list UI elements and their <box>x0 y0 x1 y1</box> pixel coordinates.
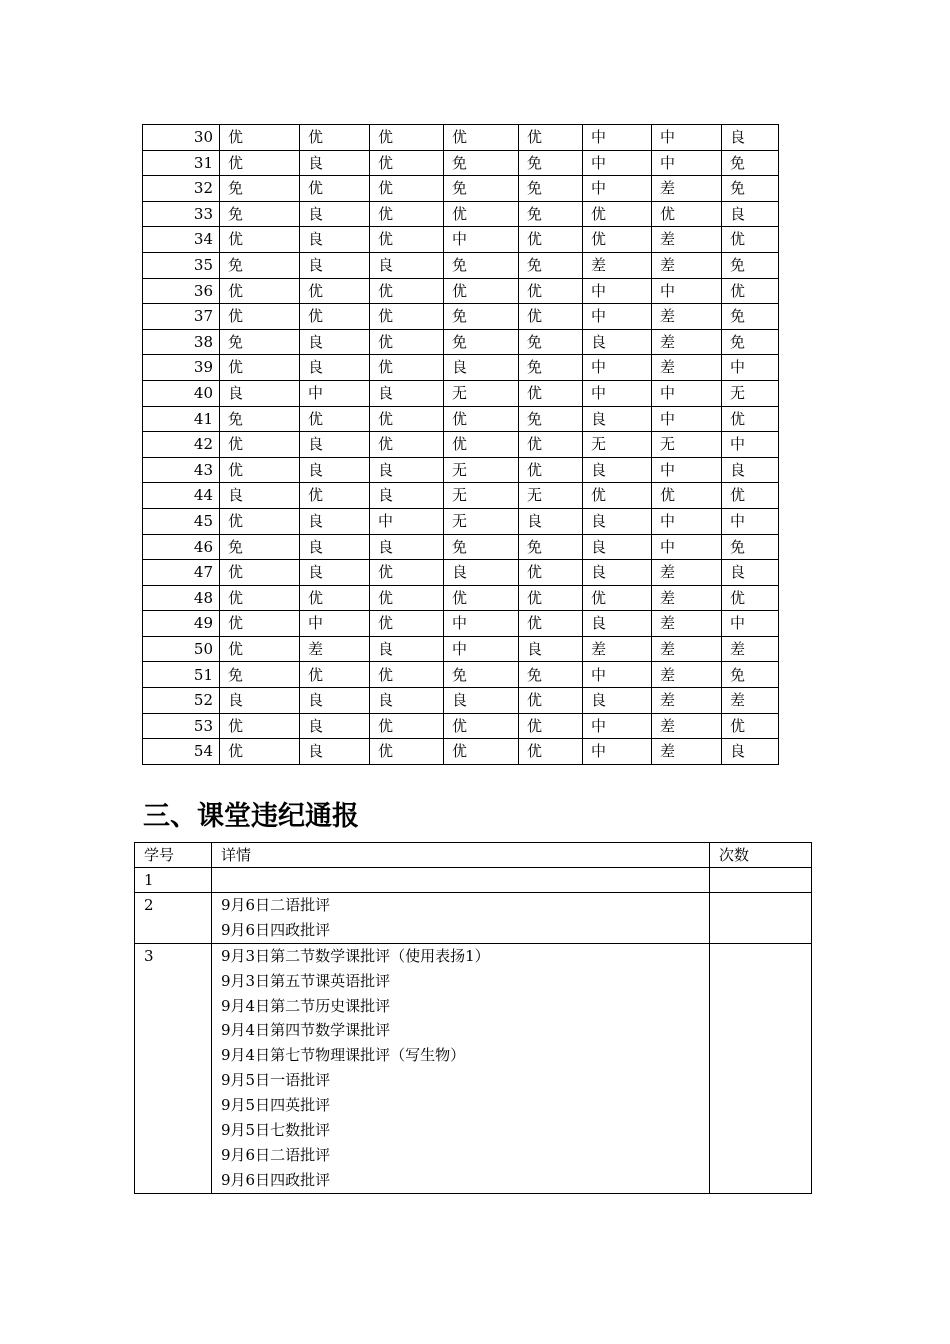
student-id-cell: 1 <box>135 868 212 893</box>
detail-line: 9月6日四政批评 <box>221 1170 331 1189</box>
grade-cell: 免 <box>722 329 779 355</box>
grade-cell: 良 <box>722 457 779 483</box>
table-row <box>143 508 779 534</box>
detail-line: 9月4日第二节历史课批评 <box>221 996 391 1015</box>
table-row <box>143 739 779 765</box>
grade-cell: 良 <box>300 355 370 381</box>
grade-cell: 优 <box>370 406 444 432</box>
grade-cell: 优 <box>519 227 583 253</box>
grade-cell: 优 <box>444 739 519 765</box>
grade-cell: 中 <box>583 304 652 330</box>
grade-cell: 免 <box>220 662 300 688</box>
grade-cell: 差 <box>652 585 722 611</box>
grade-cell: 优 <box>370 662 444 688</box>
details-cell <box>212 868 710 893</box>
table-row <box>143 176 779 202</box>
table-row <box>143 585 779 611</box>
grade-cell: 优 <box>300 304 370 330</box>
details-cell <box>212 943 710 1193</box>
grade-cell: 免 <box>220 406 300 432</box>
grade-table <box>142 124 779 765</box>
table-row <box>143 483 779 509</box>
student-number-cell: 45 <box>143 508 220 534</box>
student-number-cell: 39 <box>143 355 220 381</box>
grade-cell: 免 <box>444 150 519 176</box>
header-details: 详情 <box>212 843 710 868</box>
student-number-cell: 40 <box>143 380 220 406</box>
grade-cell: 良 <box>300 252 370 278</box>
grade-cell: 优 <box>583 483 652 509</box>
grade-cell: 优 <box>220 355 300 381</box>
grade-cell: 免 <box>444 252 519 278</box>
detail-line: 9月4日第四节数学课批评 <box>221 1021 391 1040</box>
grade-cell: 良 <box>583 508 652 534</box>
grade-cell: 良 <box>370 483 444 509</box>
grade-cell: 优 <box>722 585 779 611</box>
grade-cell: 良 <box>300 739 370 765</box>
detail-line: 9月6日二语批评 <box>221 1145 331 1164</box>
grade-cell: 差 <box>652 227 722 253</box>
grade-cell: 无 <box>444 457 519 483</box>
table-row <box>143 534 779 560</box>
grade-cell: 优 <box>583 227 652 253</box>
discipline-table-body <box>135 843 812 1194</box>
grade-cell: 优 <box>519 611 583 637</box>
grade-cell: 中 <box>652 380 722 406</box>
grade-cell: 免 <box>519 201 583 227</box>
grade-cell: 优 <box>220 739 300 765</box>
table-row <box>143 406 779 432</box>
grade-cell: 无 <box>652 432 722 458</box>
count-cell <box>710 893 812 944</box>
grade-cell: 无 <box>444 380 519 406</box>
student-number-cell: 51 <box>143 662 220 688</box>
grade-cell: 优 <box>300 483 370 509</box>
student-number-cell: 46 <box>143 534 220 560</box>
grade-cell: 差 <box>652 636 722 662</box>
table-row <box>143 713 779 739</box>
grade-cell: 中 <box>444 636 519 662</box>
table-row <box>143 227 779 253</box>
grade-cell: 差 <box>583 636 652 662</box>
grade-cell: 中 <box>583 662 652 688</box>
grade-cell: 良 <box>519 636 583 662</box>
student-number-cell: 36 <box>143 278 220 304</box>
grade-cell: 优 <box>370 611 444 637</box>
grade-cell: 良 <box>370 380 444 406</box>
grade-cell: 良 <box>300 560 370 586</box>
grade-cell: 良 <box>370 252 444 278</box>
grade-cell: 优 <box>220 560 300 586</box>
grade-cell: 良 <box>722 739 779 765</box>
grade-cell: 免 <box>444 534 519 560</box>
grade-cell: 免 <box>220 201 300 227</box>
grade-cell: 免 <box>444 662 519 688</box>
grade-cell: 免 <box>519 150 583 176</box>
grade-cell: 优 <box>220 636 300 662</box>
grade-cell: 免 <box>444 176 519 202</box>
grade-cell: 优 <box>583 201 652 227</box>
grade-cell: 优 <box>370 227 444 253</box>
grade-cell: 中 <box>652 278 722 304</box>
grade-cell: 良 <box>370 688 444 714</box>
student-number-cell: 41 <box>143 406 220 432</box>
student-number-cell: 54 <box>143 739 220 765</box>
grade-cell: 中 <box>444 227 519 253</box>
grade-cell: 优 <box>722 483 779 509</box>
student-number-cell: 37 <box>143 304 220 330</box>
grade-cell: 良 <box>220 380 300 406</box>
grade-cell: 免 <box>519 662 583 688</box>
grade-cell: 优 <box>300 176 370 202</box>
grade-cell: 差 <box>652 304 722 330</box>
grade-cell: 优 <box>519 688 583 714</box>
header-count: 次数 <box>710 843 812 868</box>
grade-cell: 优 <box>370 739 444 765</box>
grade-cell: 无 <box>444 508 519 534</box>
grade-cell: 优 <box>370 278 444 304</box>
grade-cell: 优 <box>300 585 370 611</box>
grade-cell: 中 <box>444 611 519 637</box>
grade-cell: 良 <box>300 457 370 483</box>
detail-line: 9月5日四英批评 <box>221 1096 331 1115</box>
detail-line: 9月4日第七节物理课批评（写生物） <box>221 1046 466 1065</box>
grade-cell: 良 <box>370 534 444 560</box>
grade-cell: 优 <box>370 585 444 611</box>
table-row <box>143 662 779 688</box>
table-row <box>143 329 779 355</box>
grade-cell: 优 <box>519 739 583 765</box>
grade-cell: 差 <box>652 176 722 202</box>
grade-cell: 优 <box>300 125 370 151</box>
grade-cell: 良 <box>583 611 652 637</box>
grade-cell: 免 <box>444 304 519 330</box>
table-row <box>135 868 812 893</box>
grade-cell: 优 <box>220 150 300 176</box>
detail-line: 9月3日第二节数学课批评（使用表扬1） <box>221 946 490 965</box>
grade-cell: 良 <box>300 534 370 560</box>
grade-cell: 良 <box>722 560 779 586</box>
grade-cell: 优 <box>370 201 444 227</box>
grade-cell: 差 <box>652 662 722 688</box>
grade-cell: 免 <box>722 534 779 560</box>
grade-cell: 优 <box>652 201 722 227</box>
grade-cell: 中 <box>583 713 652 739</box>
grade-cell: 良 <box>370 457 444 483</box>
student-number-cell: 30 <box>143 125 220 151</box>
grade-cell: 良 <box>583 329 652 355</box>
discipline-table <box>134 842 812 1194</box>
grade-cell: 良 <box>300 713 370 739</box>
grade-cell: 差 <box>652 713 722 739</box>
grade-cell: 良 <box>300 150 370 176</box>
grade-cell: 优 <box>444 406 519 432</box>
table-row <box>143 125 779 151</box>
table-row <box>143 611 779 637</box>
grade-cell: 差 <box>652 560 722 586</box>
grade-cell: 优 <box>220 278 300 304</box>
grade-cell: 无 <box>444 483 519 509</box>
table-row <box>143 304 779 330</box>
grade-cell: 良 <box>722 201 779 227</box>
grade-cell: 良 <box>300 329 370 355</box>
grade-cell: 免 <box>722 150 779 176</box>
grade-cell: 中 <box>583 739 652 765</box>
grade-cell: 优 <box>519 713 583 739</box>
table-row <box>143 252 779 278</box>
grade-cell: 差 <box>652 252 722 278</box>
grade-cell: 良 <box>583 560 652 586</box>
grade-table-body <box>143 125 779 765</box>
grade-cell: 良 <box>370 636 444 662</box>
student-number-cell: 42 <box>143 432 220 458</box>
grade-cell: 优 <box>519 304 583 330</box>
grade-cell: 中 <box>722 432 779 458</box>
student-number-cell: 44 <box>143 483 220 509</box>
grade-cell: 免 <box>220 176 300 202</box>
grade-cell: 优 <box>444 713 519 739</box>
grade-cell: 良 <box>444 688 519 714</box>
grade-cell: 优 <box>370 432 444 458</box>
grade-cell: 良 <box>444 560 519 586</box>
grade-cell: 中 <box>652 457 722 483</box>
grade-cell: 中 <box>652 406 722 432</box>
grade-cell: 优 <box>300 662 370 688</box>
grade-cell: 中 <box>722 508 779 534</box>
grade-cell: 优 <box>444 125 519 151</box>
grade-cell: 良 <box>583 688 652 714</box>
grade-cell: 优 <box>370 150 444 176</box>
grade-cell: 良 <box>220 688 300 714</box>
grade-cell: 优 <box>519 432 583 458</box>
grade-cell: 优 <box>370 125 444 151</box>
grade-cell: 中 <box>652 534 722 560</box>
table-row <box>135 893 812 944</box>
grade-cell: 优 <box>652 483 722 509</box>
grade-cell: 中 <box>583 125 652 151</box>
table-row <box>143 278 779 304</box>
grade-cell: 中 <box>652 125 722 151</box>
student-number-cell: 49 <box>143 611 220 637</box>
grade-cell: 中 <box>583 278 652 304</box>
grade-cell: 免 <box>220 252 300 278</box>
grade-cell: 差 <box>722 688 779 714</box>
grade-cell: 优 <box>519 457 583 483</box>
student-number-cell: 38 <box>143 329 220 355</box>
grade-cell: 优 <box>220 611 300 637</box>
grade-cell: 中 <box>300 611 370 637</box>
grade-cell: 优 <box>220 227 300 253</box>
grade-cell: 差 <box>652 688 722 714</box>
grade-cell: 免 <box>519 329 583 355</box>
student-number-cell: 33 <box>143 201 220 227</box>
grade-cell: 中 <box>583 150 652 176</box>
detail-line: 9月6日四政批评 <box>221 920 331 939</box>
grade-cell: 优 <box>722 278 779 304</box>
grade-cell: 优 <box>300 406 370 432</box>
grade-cell: 优 <box>519 380 583 406</box>
grade-cell: 良 <box>722 125 779 151</box>
grade-cell: 中 <box>652 508 722 534</box>
grade-cell: 良 <box>300 688 370 714</box>
grade-cell: 免 <box>444 329 519 355</box>
table-row <box>143 150 779 176</box>
student-number-cell: 48 <box>143 585 220 611</box>
grade-cell: 差 <box>583 252 652 278</box>
detail-line: 9月3日第五节课英语批评 <box>221 971 391 990</box>
grade-cell: 中 <box>370 508 444 534</box>
grade-cell: 优 <box>220 713 300 739</box>
grade-cell: 免 <box>519 176 583 202</box>
grade-cell: 优 <box>220 432 300 458</box>
table-row <box>135 943 812 1193</box>
grade-cell: 优 <box>220 585 300 611</box>
student-number-cell: 47 <box>143 560 220 586</box>
grade-cell: 良 <box>583 457 652 483</box>
grade-cell: 优 <box>519 125 583 151</box>
grade-cell: 优 <box>370 304 444 330</box>
student-number-cell: 32 <box>143 176 220 202</box>
grade-cell: 优 <box>519 278 583 304</box>
grade-cell: 中 <box>583 380 652 406</box>
grade-cell: 优 <box>370 560 444 586</box>
grade-cell: 差 <box>722 636 779 662</box>
detail-line: 9月5日一语批评 <box>221 1071 331 1090</box>
grade-cell: 良 <box>583 534 652 560</box>
grade-cell: 中 <box>583 355 652 381</box>
grade-cell: 良 <box>444 355 519 381</box>
table-row <box>143 201 779 227</box>
grade-cell: 优 <box>444 585 519 611</box>
grade-cell: 优 <box>519 560 583 586</box>
grade-cell: 优 <box>300 278 370 304</box>
grade-cell: 免 <box>519 355 583 381</box>
grade-cell: 差 <box>300 636 370 662</box>
grade-cell: 无 <box>519 483 583 509</box>
grade-cell: 良 <box>300 227 370 253</box>
grade-cell: 良 <box>300 432 370 458</box>
student-number-cell: 35 <box>143 252 220 278</box>
table-row <box>143 688 779 714</box>
student-id-cell: 2 <box>135 893 212 944</box>
student-number-cell: 53 <box>143 713 220 739</box>
grade-cell: 优 <box>370 355 444 381</box>
student-number-cell: 52 <box>143 688 220 714</box>
grade-cell: 优 <box>722 713 779 739</box>
grade-cell: 优 <box>220 508 300 534</box>
grade-cell: 免 <box>722 304 779 330</box>
detail-line: 9月5日七数批评 <box>221 1121 331 1140</box>
grade-cell: 良 <box>519 508 583 534</box>
grade-cell: 优 <box>370 176 444 202</box>
grade-cell: 免 <box>220 329 300 355</box>
grade-cell: 优 <box>444 432 519 458</box>
grade-cell: 优 <box>370 713 444 739</box>
grade-cell: 差 <box>652 611 722 637</box>
grade-cell: 优 <box>444 201 519 227</box>
grade-cell: 差 <box>652 355 722 381</box>
grade-cell: 免 <box>519 252 583 278</box>
grade-cell: 优 <box>444 278 519 304</box>
discipline-header-row <box>135 843 812 868</box>
student-number-cell: 31 <box>143 150 220 176</box>
student-number-cell: 50 <box>143 636 220 662</box>
grade-cell: 优 <box>722 406 779 432</box>
student-id-cell: 3 <box>135 943 212 1193</box>
details-cell <box>212 893 710 944</box>
student-number-cell: 34 <box>143 227 220 253</box>
grade-cell: 中 <box>583 176 652 202</box>
grade-cell: 无 <box>583 432 652 458</box>
grade-cell: 免 <box>519 406 583 432</box>
count-cell <box>710 868 812 893</box>
table-row <box>143 560 779 586</box>
grade-cell: 中 <box>300 380 370 406</box>
grade-cell: 优 <box>220 125 300 151</box>
grade-cell: 差 <box>652 329 722 355</box>
grade-cell: 无 <box>722 380 779 406</box>
header-student-id: 学号 <box>135 843 212 868</box>
grade-cell: 优 <box>220 457 300 483</box>
count-cell <box>710 943 812 1193</box>
grade-cell: 中 <box>722 611 779 637</box>
grade-cell: 中 <box>652 150 722 176</box>
grade-cell: 免 <box>220 534 300 560</box>
section-heading: 三、课堂违纪通报 <box>143 801 359 832</box>
student-number-cell: 43 <box>143 457 220 483</box>
grade-cell: 免 <box>519 534 583 560</box>
table-row <box>143 432 779 458</box>
grade-cell: 良 <box>220 483 300 509</box>
grade-cell: 中 <box>722 355 779 381</box>
table-row <box>143 636 779 662</box>
grade-cell: 优 <box>370 329 444 355</box>
grade-cell: 良 <box>583 406 652 432</box>
grade-cell: 免 <box>722 176 779 202</box>
grade-cell: 差 <box>652 739 722 765</box>
grade-cell: 免 <box>722 252 779 278</box>
grade-cell: 免 <box>722 662 779 688</box>
detail-line: 9月6日二语批评 <box>221 896 331 914</box>
table-row <box>143 380 779 406</box>
table-row <box>143 355 779 381</box>
grade-cell: 优 <box>220 304 300 330</box>
grade-cell: 良 <box>300 508 370 534</box>
table-row <box>143 457 779 483</box>
grade-cell: 良 <box>300 201 370 227</box>
grade-cell: 优 <box>722 227 779 253</box>
grade-cell: 优 <box>519 585 583 611</box>
grade-cell: 优 <box>583 585 652 611</box>
